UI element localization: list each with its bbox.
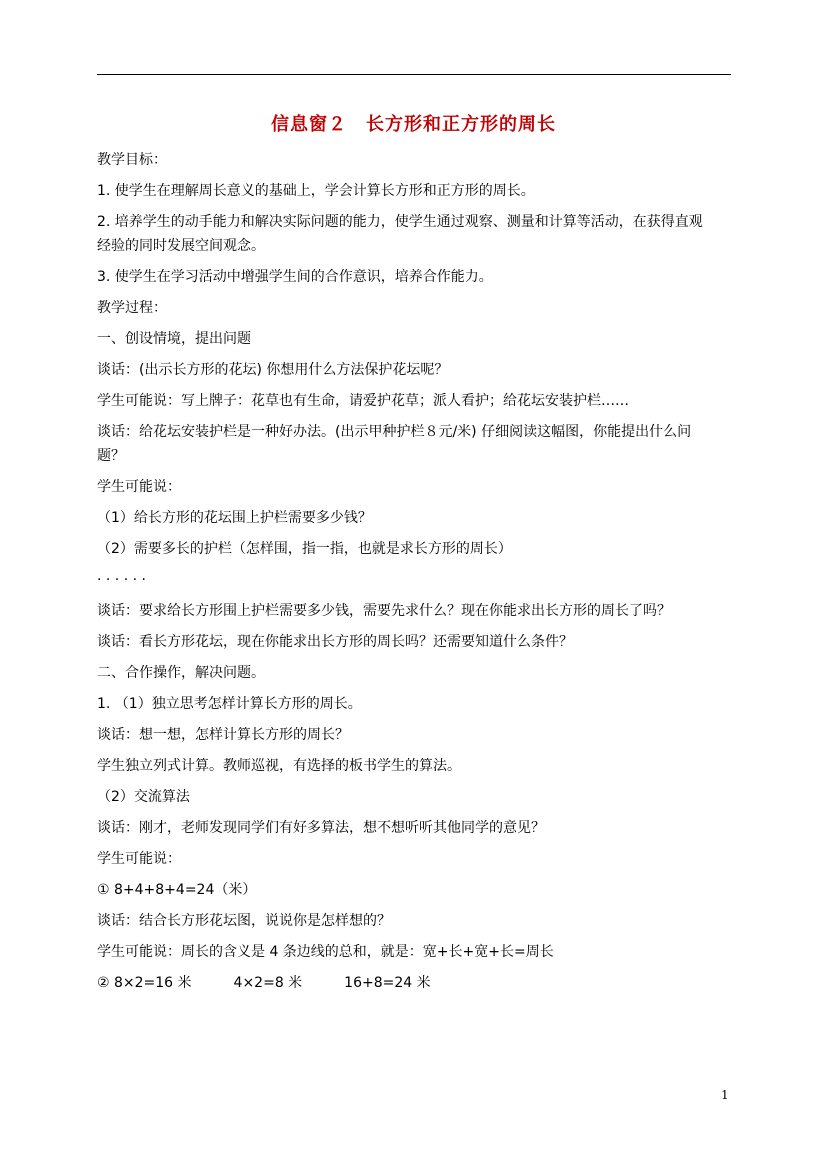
page-number: 1	[721, 1088, 729, 1102]
section-heading: 教学过程：	[97, 300, 167, 316]
paragraph: 谈话：给花坛安装护栏是一种好办法。(出示甲种护栏８元/米) 仔细阅读这幅图，你能提出什么问	[97, 424, 692, 440]
header-rule	[97, 74, 731, 75]
ellipsis: · · · · · ·	[97, 572, 146, 588]
list-item: （2）交流算法	[97, 789, 190, 805]
paragraph: 谈话：看长方形花坛，现在你能求出长方形的周长吗？还需要知道什么条件？	[97, 634, 573, 650]
paragraph: 教学目标：	[97, 152, 167, 168]
list-item: 1. （1）独立思考怎样计算长方形的周长。	[97, 696, 362, 712]
paragraph: 学生可能说：周长的含义是 4 条边线的总和，就是：宽+长+宽+长=周长	[97, 944, 554, 960]
paragraph: 谈话：要求给长方形围上护栏需要多少钱，需要先求什么？现在你能求出长方形的周长了吗？	[97, 603, 671, 619]
section-heading: 一、创设情境，提出问题	[97, 331, 251, 347]
list-item: （2）需要多长的护栏（怎样围，指一指，也就是求长方形的周长）	[97, 541, 512, 557]
document-title: 信息窗２ 长方形和正方形的周长	[271, 114, 556, 135]
paragraph: 2. 培养学生的动手能力和解决实际问题的能力，使学生通过观察、测量和计算等活动，在获得直观	[97, 214, 703, 230]
document-body	[97, 150, 733, 1004]
paragraph: 3. 使学生在学习活动中增强学生间的合作意识，培养合作能力。	[97, 269, 493, 285]
paragraph: 学生可能说：	[97, 479, 181, 495]
paragraph: 谈话：结合长方形花坛图，说说你是怎样想的？	[97, 913, 391, 929]
paragraph: 谈话：(出示长方形的花坛) 你想用什么方法保护花坛呢？	[97, 362, 449, 378]
paragraph: 1. 使学生在理解周长意义的基础上，学会计算长方形和正方形的周长。	[97, 183, 535, 199]
formula: ② 8×2=16 米 4×2=8 米 16+8=24 米	[97, 975, 431, 991]
paragraph: 学生可能说：写上牌子：花草也有生命，请爱护花草；派人看护；给花坛安装护栏……	[97, 393, 629, 409]
paragraph: 学生可能说：	[97, 851, 181, 867]
paragraph: 谈话：刚才，老师发现同学们有好多算法，想不想听听其他同学的意见？	[97, 820, 545, 836]
paragraph: 经验的同时发展空间观念。	[97, 238, 265, 254]
section-heading: 二、合作操作，解决问题。	[97, 665, 265, 681]
formula: ① 8+4+8+4=24（米）	[97, 882, 257, 898]
paragraph: 谈话：想一想，怎样计算长方形的周长？	[97, 727, 349, 743]
paragraph: 学生独立列式计算。教师巡视，有选择的板书学生的算法。	[97, 758, 461, 774]
list-item: （1）给长方形的花坛围上护栏需要多少钱？	[97, 510, 372, 526]
paragraph: 题？	[97, 448, 125, 464]
